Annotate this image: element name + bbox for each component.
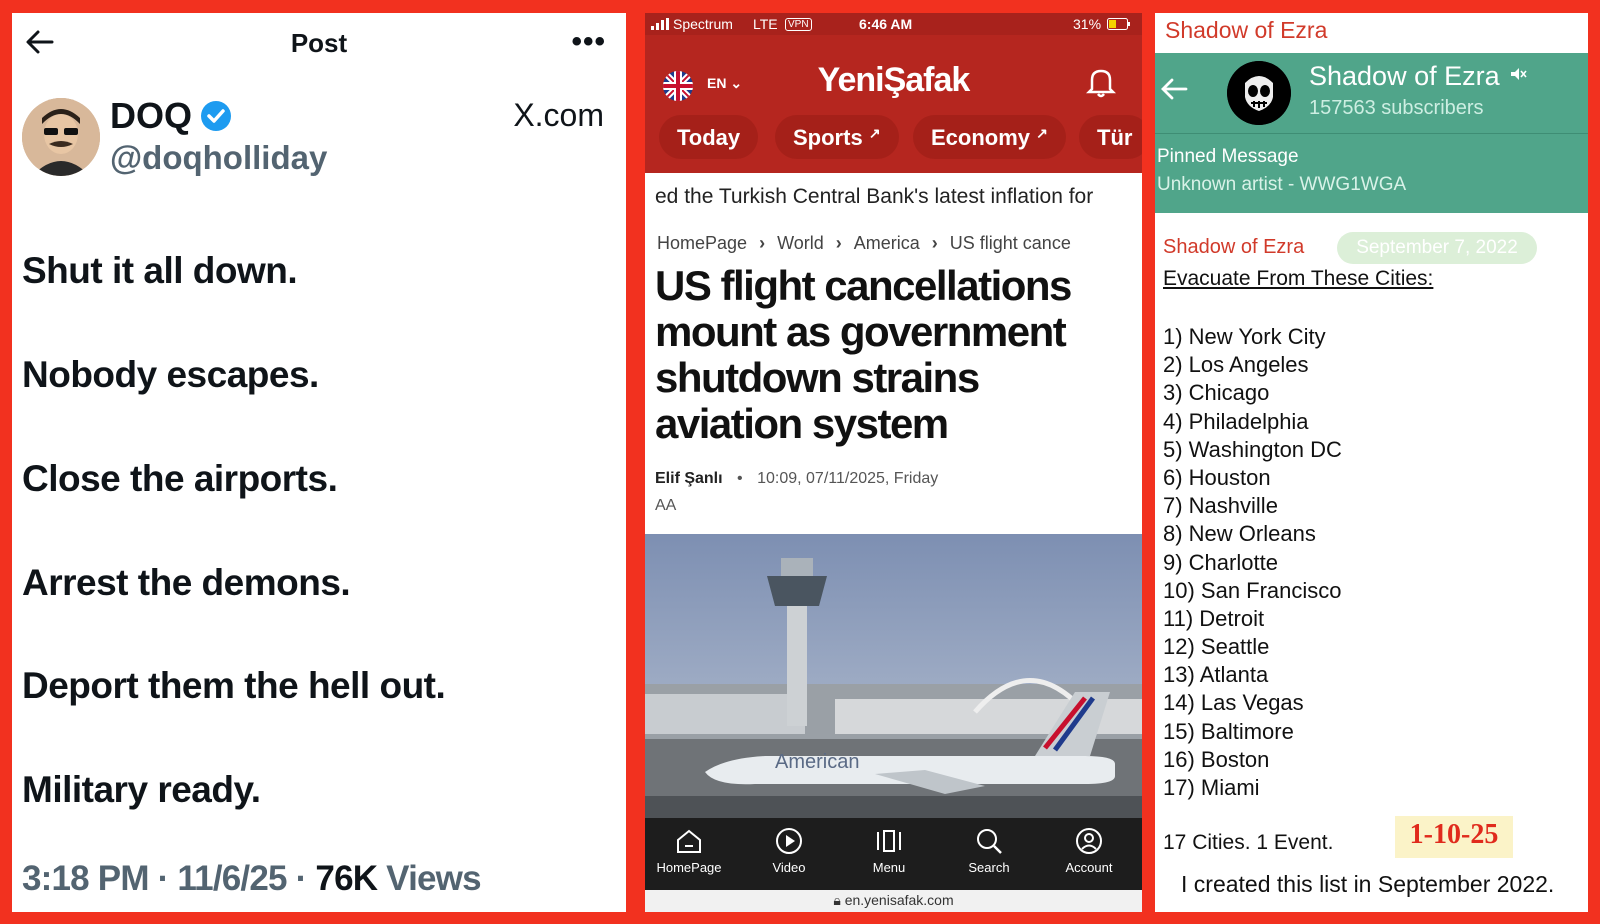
carrier: Spectrum [673,16,733,32]
tab-label: Today [677,125,741,150]
subscriber-count: 157563 subscribers [1309,97,1484,119]
post-meta [22,859,481,899]
list-item: 13) Atlanta [1163,662,1269,688]
telegram-panel [1155,13,1588,912]
list-item: 4) Philadelphia [1163,408,1309,434]
display-name[interactable]: DOQ [110,95,193,136]
city-list [1163,323,1342,802]
date-stamp-overlay: 1-10-25 [1395,816,1513,858]
post-text-line: Nobody escapes. [22,354,319,395]
user-handle[interactable]: @doqholliday [110,139,328,176]
list-item: 8) New Orleans [1163,521,1316,547]
list-item: 12) Seattle [1163,634,1270,660]
chevron-down-icon: ⌄ [730,75,743,91]
list-item: 2) Los Angeles [1163,352,1309,378]
aircraft-livery-text: American [775,751,860,773]
search-icon [974,826,1004,856]
tab-label: Sports [793,125,863,150]
nav-search[interactable] [949,826,1029,875]
message-sender[interactable]: Shadow of Ezra [1163,236,1305,258]
channel-avatar[interactable] [1227,61,1291,125]
tab-economy[interactable] [913,115,1066,159]
list-item: 5) Washington DC [1163,436,1342,462]
vpn-badge: VPN [785,18,812,31]
post-title: Post [290,28,348,58]
news-ticker[interactable]: ed the Turkish Central Bank's latest inflation for [645,173,1142,217]
breadcrumb [657,233,1071,254]
views-count[interactable]: 76K [315,859,378,898]
breadcrumb-item[interactable]: World [777,233,824,253]
battery-percent: 31% [1073,16,1102,32]
list-item: 11) Detroit [1163,605,1265,631]
external-link-icon: ↗ [1036,125,1048,141]
nav-label: HomePage [656,860,722,875]
message-heading: Evacuate From These Cities: [1163,267,1434,290]
nav-homepage[interactable] [649,826,729,875]
url-bar[interactable] [645,890,1142,912]
list-item: 14) Las Vegas [1163,690,1304,716]
language-label: EN [707,75,727,91]
post-text-line: Military ready. [22,769,261,810]
nav-video[interactable] [749,826,829,875]
pinned-text: Unknown artist - WWG1WGA [1157,174,1407,195]
breadcrumb-item[interactable]: US flight cance [949,233,1071,253]
app-header [645,35,1142,173]
app-title: Shadow of Ezra [1155,13,1588,53]
list-item: 1) New York City [1163,324,1326,349]
more-options-icon[interactable]: ••• [571,25,606,58]
tab-label: Tür [1097,125,1133,150]
verified-badge-icon [199,99,233,133]
list-item: 9) Charlotte [1163,549,1278,575]
tab-turkiye[interactable] [1079,115,1142,159]
breadcrumb-separator: › [835,233,842,253]
bottom-navigation [645,818,1142,890]
byline [655,470,938,488]
battery-icon [1107,18,1131,30]
home-icon [674,826,704,856]
avatar[interactable] [22,98,100,176]
breadcrumb-separator: › [931,233,938,253]
x-watermark: X.com [513,97,604,133]
nav-label: Menu [872,860,906,875]
muted-speaker-icon [1509,65,1527,83]
breadcrumb-separator: › [759,233,766,253]
nav-label: Account [1065,860,1113,875]
views-label: Views [386,859,481,898]
list-item: 15) Baltimore [1163,718,1294,744]
post-text-line: Shut it all down. [22,250,298,291]
network-type: LTE [753,16,778,32]
signal-icon [651,18,671,30]
x-post-panel [12,13,626,912]
notification-bell-icon[interactable] [1086,65,1116,99]
article-headline: US flight cancellations mount as government shutdown strains aviation system [655,262,1071,447]
app-logo[interactable]: YeniŞafak [817,61,970,99]
nav-menu[interactable] [849,826,929,875]
date-badge: September 7, 2022 [1337,232,1537,264]
list-item: 7) Nashville [1163,493,1278,519]
list-item: 16) Boston [1163,746,1270,772]
list-item: 3) Chicago [1163,380,1270,406]
breadcrumb-item[interactable]: America [853,233,920,253]
breadcrumb-item[interactable]: HomePage [657,233,748,253]
channel-header[interactable] [1155,53,1588,133]
url-text: en.yenisafak.com [844,892,954,908]
list-item: 17) Miami [1163,775,1260,800]
post-time[interactable]: 3:18 PM [22,859,149,898]
tab-label: Economy [931,125,1031,150]
lock-icon: 🔒︎ [833,892,841,908]
account-icon [1074,826,1104,856]
status-time: 6:46 AM [859,16,913,32]
nav-label: Search [968,860,1010,875]
channel-name: Shadow of Ezra [1309,61,1500,91]
created-note: I created this list in September 2022. [1181,871,1555,897]
status-bar [645,13,1142,35]
nav-account[interactable] [1049,826,1129,875]
pinned-title: Pinned Message [1157,146,1299,167]
byline-separator: • [737,470,743,487]
publish-timestamp: 10:09, 07/11/2025, Friday [757,470,939,487]
post-text-line: Arrest the demons. [22,562,351,603]
meta-separator: · [157,859,169,898]
news-app-panel [645,13,1142,912]
play-circle-icon [774,826,804,856]
post-date[interactable]: 11/6/25 [177,859,287,898]
author-name[interactable]: Elif Şanlı [655,470,723,487]
article-photo[interactable] [645,534,1142,818]
article-source: AA [655,497,677,514]
post-text-line: Deport them the hell out. [22,665,446,706]
external-link-icon: ↗ [868,125,881,141]
nav-label: Video [772,860,806,875]
meta-separator: · [295,859,307,898]
post-text-line: Close the airports. [22,458,338,499]
tab-today[interactable] [659,115,758,159]
list-item: 6) Houston [1163,464,1271,490]
back-arrow-icon[interactable] [1159,75,1189,103]
message-summary: 17 Cities. 1 Event. [1163,831,1334,854]
menu-icon [874,826,904,856]
pinned-message[interactable] [1155,133,1588,213]
list-item: 10) San Francisco [1163,577,1342,603]
post-header [12,13,626,71]
tab-sports[interactable] [775,115,899,159]
